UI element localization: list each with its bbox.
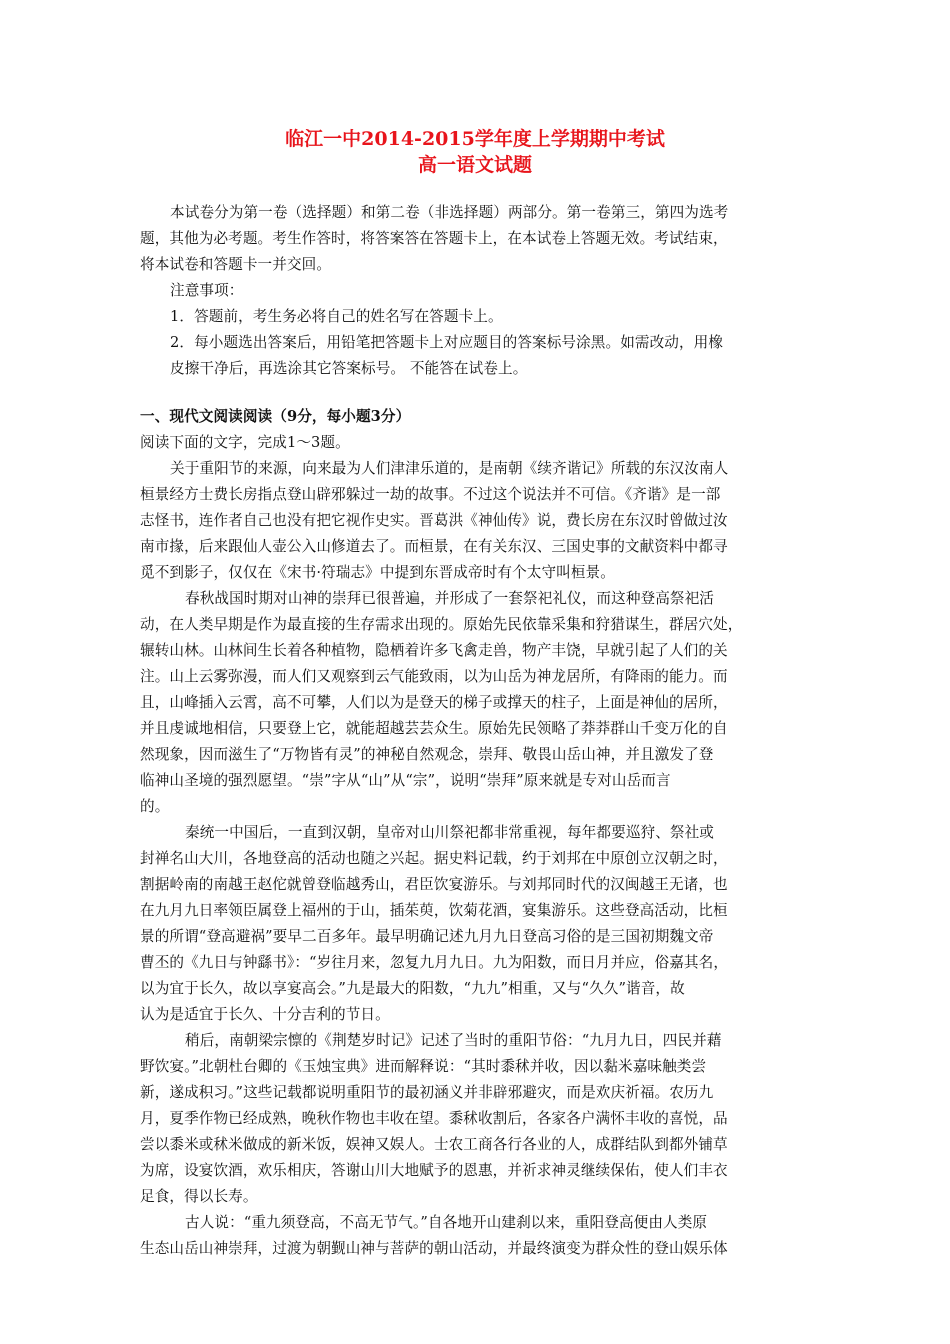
paragraph-line: 辗转山林。山林间生长着各种植物，隐栖着许多飞禽走兽，物产丰饶，早就引起了人们的关 — [140, 642, 728, 659]
paragraph-line: 春秋战国时期对山神的崇拜已很普遍，并形成了一套祭祀礼仪，而这种登高祭祀活 — [185, 590, 714, 607]
exam-subtitle: 高一语文试题 — [417, 154, 532, 176]
paragraph-line: 秦统一中国后，一直到汉朝，皇帝对山川祭祀都非常重视，每年都要巡狩、祭社或 — [185, 824, 714, 841]
intro-line: 题，其他为必考题。考生作答时，将答案答在答题卡上，在本试卷上答题无效。考试结束， — [140, 230, 728, 247]
paragraph-line: 且，山峰插入云霄，高不可攀，人们以为是登天的梯子或撑天的柱子，上面是神仙的居所， — [140, 694, 728, 711]
paragraph-line: 月，夏季作物已经成熟，晚秋作物也丰收在望。黍秫收割后，各家各户满怀丰收的喜悦，品 — [140, 1110, 728, 1127]
notice-item: 1．答题前，考生务必将自己的姓名写在答题卡上。 — [170, 308, 503, 325]
paragraph-line: 生态山岳山神崇拜，过渡为朝觐山神与菩萨的朝山活动，并最终演变为群众性的登山娱乐体 — [140, 1240, 728, 1257]
paragraph-line: 景的所谓“登高避祸”要早二百多年。最早明确记述九月九日登高习俗的是三国初期魏文帝 — [140, 928, 714, 945]
notice-label: 注意事项： — [170, 282, 244, 299]
intro-line: 本试卷分为第一卷（选择题）和第二卷（非选择题）两部分。第一卷第三，第四为选考 — [170, 204, 729, 221]
paragraph-line: 桓景经方士费长房指点登山辟邪躲过一劫的故事。不过这个说法并不可信。《齐谐》是一部 — [140, 486, 721, 503]
paragraph-line: 尝以黍米或秫米做成的新米饭，娱神又娱人。士农工商各行各业的人，成群结队到都外铺草 — [140, 1136, 728, 1153]
paragraph-line: 觅不到影子，仅仅在《宋书·符瑞志》中提到东晋成帝时有个太守叫桓景。 — [140, 564, 615, 581]
paragraph-line: 割据岭南的南越王赵佗就曾登临越秀山，君臣饮宴游乐。与刘邦同时代的汉闽越王无诸，也 — [140, 876, 728, 893]
paragraph-line: 临神山圣境的强烈愿望。“崇”字从“山”从“宗”，说明“崇拜”原来就是专对山岳而言 — [140, 772, 671, 789]
reading-instruction: 阅读下面的文字，完成1～3题。 — [140, 434, 350, 451]
paragraph-line: 足食，得以长寿。 — [140, 1188, 258, 1205]
paragraph-line: 封禅名山大川，各地登高的活动也随之兴起。据史料记载，约于刘邦在中原创立汉朝之时， — [140, 850, 728, 867]
paragraph-line: 并且虔诚地相信，只要登上它，就能超越芸芸众生。原始先民领略了莽莽群山千变万化的自 — [140, 720, 728, 737]
paragraph-line: 认为是适宜于长久、十分吉利的节日。 — [140, 1006, 390, 1023]
notice-item: 皮擦干净后，再选涂其它答案标号。 不能答在试卷上。 — [170, 360, 528, 377]
section-heading: 一、现代文阅读阅读（9分，每小题3分） — [140, 408, 411, 425]
paragraph-line: 稍后，南朝梁宗懔的《荆楚岁时记》记述了当时的重阳节俗：“九月九日，四民并藉 — [185, 1032, 722, 1049]
paragraph-line: 关于重阳节的来源，向来最为人们津津乐道的，是南朝《续齐谐记》所载的东汉汝南人 — [170, 460, 729, 477]
paragraph-line: 以为宜于长久，故以享宴高会。”九是最大的阳数，“九九”相重，又与“久久”谐音，故 — [140, 980, 685, 997]
paragraph-line: 古人说：“重九须登高，不高无节气。”自各地开山建刹以来，重阳登高便由人类原 — [185, 1214, 708, 1231]
paragraph-line: 注。山上云雾弥漫，而人们又观察到云气能致雨，以为山岳为神龙居所，有降雨的能力。而 — [140, 668, 728, 685]
paragraph-line: 为席，设宴饮酒，欢乐相庆，答谢山川大地赋予的恩惠，并祈求神灵继续保佑，使人们丰衣 — [140, 1162, 728, 1179]
paragraph-line: 曹丕的《九日与钟繇书》：“岁往月来，忽复九月九日。九为阳数，而日月并应，俗嘉其名， — [140, 954, 729, 971]
paragraph-line: 志怪书，连作者自己也没有把它视作史实。晋葛洪《神仙传》说，费长房在东汉时曾做过汝 — [140, 512, 728, 529]
intro-line: 将本试卷和答题卡一并交回。 — [140, 256, 332, 273]
notice-item: 2．每小题选出答案后，用铅笔把答题卡上对应题目的答案标号涂黑。如需改动，用橡 — [170, 334, 724, 351]
paragraph-line: 的。 — [140, 798, 170, 815]
paragraph-line: 在九月九日率领臣属登上福州的于山，插茱萸，饮菊花酒，宴集游乐。这些登高活动，比桓 — [140, 902, 728, 919]
paragraph-line: 动，在人类早期是作为最直接的生存需求出现的。原始先民依靠采集和狩猎谋生，群居穴处， — [140, 616, 743, 633]
paragraph-line: 新，遂成积习。”这些记载都说明重阳节的最初涵义并非辟邪避灾，而是欢庆祈福。农历九 — [140, 1084, 714, 1101]
paragraph-line: 南市掾，后来跟仙人壶公入山修道去了。而桓景，在有关东汉、三国史事的文献资料中都寻 — [140, 538, 728, 555]
exam-title: 临江一中2014-2015学年度上学期期中考试 — [285, 128, 665, 150]
paragraph-line: 然现象，因而滋生了“万物皆有灵”的神秘自然观念，崇拜、敬畏山岳山神，并且激发了登 — [140, 746, 714, 763]
paragraph-line: 野饮宴。”北朝杜台卿的《玉烛宝典》进而解释说：“其时黍秫并收，因以黏米嘉味触类尝 — [140, 1058, 707, 1075]
